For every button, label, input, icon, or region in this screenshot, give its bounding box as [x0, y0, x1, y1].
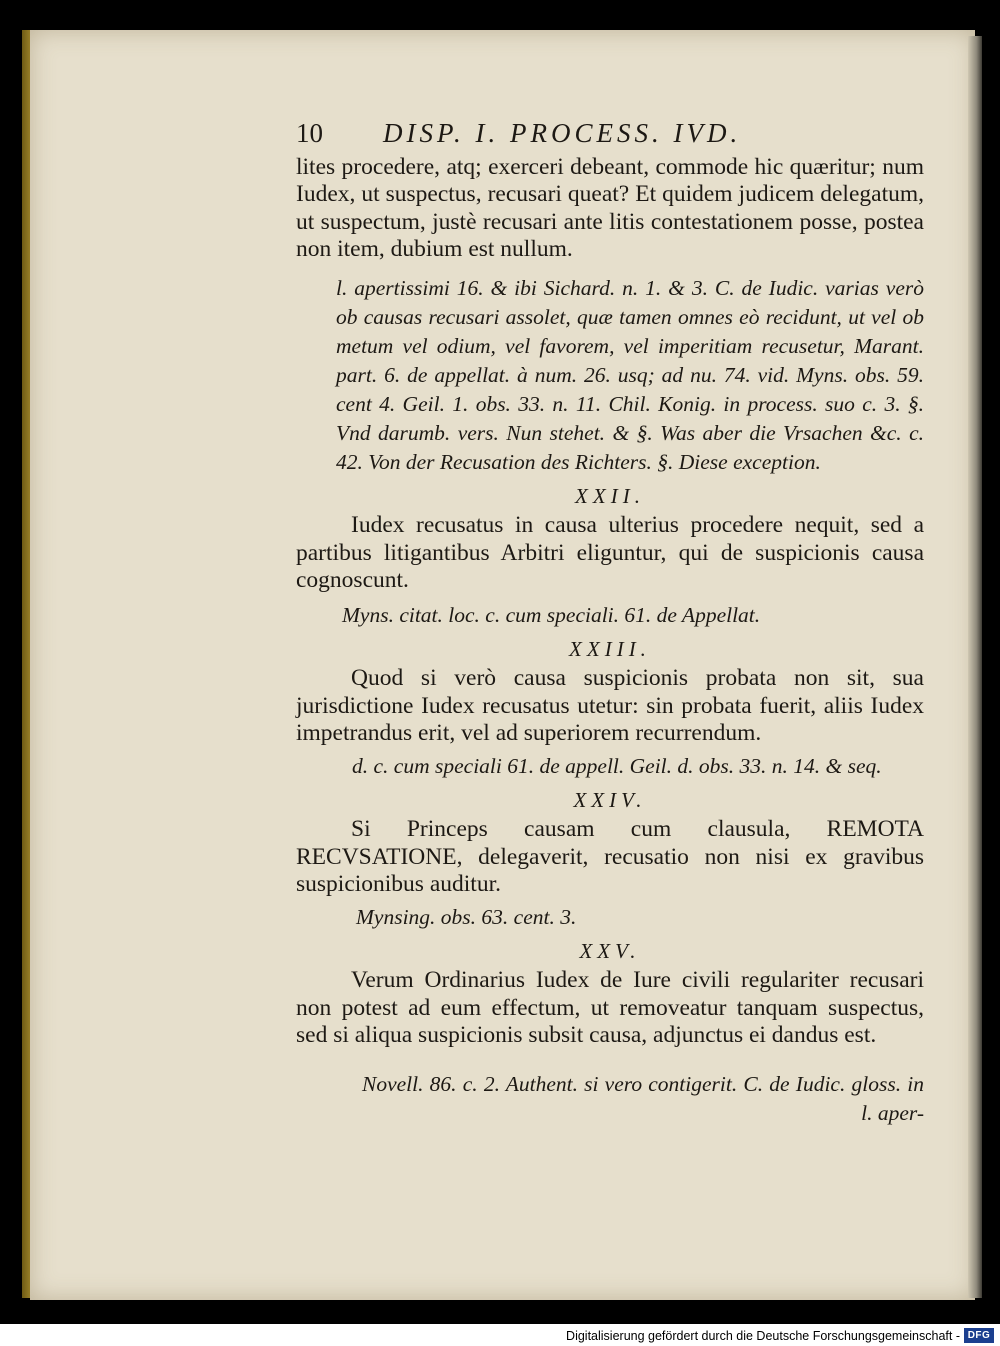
digitization-credit: Digitalisierung gefördert durch die Deutsche Forschungsgemeinschaft - — [566, 1329, 960, 1343]
page-text-block — [296, 120, 924, 1128]
thesis-number: XXII. — [575, 483, 645, 508]
thesis-number: XXIII. — [569, 636, 651, 661]
thesis-paragraph: Verum Ordinarius Iudex de Iure civili regulariter recusari non potest ad eum effectum, ut removeatur tanquam suspectus, sed si aliqua suspicionis subsit causa, adjunctus ei dandus est. — [296, 967, 924, 1048]
page-edge — [968, 36, 982, 1298]
thesis-paragraph: Si Princeps causam cum clausula, REMOTA RECVSATIONE, delegaverit, recusatio non nisi ex gravibus suspicionibus auditur. — [296, 816, 924, 897]
citation-note: Mynsing. obs. 63. cent. 3. — [356, 904, 577, 929]
running-title: DISP. I. PROCESS. IVD. — [383, 118, 742, 148]
citation-note: Novell. 86. c. 2. Authent. si vero contigerit. C. de Iudic. gloss. in l. aper- — [362, 1071, 924, 1125]
thesis-number: XXV. — [579, 938, 641, 963]
dfg-logo-icon: DFG — [964, 1328, 994, 1343]
citation-note: l. apertissimi 16. & ibi Sichard. n. 1. & 3. C. de Iudic. varias verò ob causas recusari assolet, quæ tamen omnes eò recidunt, ut vel ob metum vel odium, vel favorem, vel imperitiam recusetur, Marant. part. 6. de appellat. à num. 26. usq; ad nu. 74. vid. Myns. obs. 59. cent 4. Geil. 1. obs. 33. n. 11. Chil. Konig. in process. suo c. 3. §. Vnd darumb. vers. Nun stehet. & §. Was aber die Vrsachen &c. c. 42. Von der Recusation des Richters. §. Diese exception. — [336, 275, 924, 474]
footer-bar — [0, 1324, 1000, 1346]
citation-note: d. c. cum speciali 61. de appell. Geil. d. obs. 33. n. 14. & seq. — [352, 753, 882, 778]
thesis-number: XXIV. — [573, 787, 647, 812]
running-header — [296, 120, 924, 148]
page-number: 10 — [296, 118, 323, 148]
thesis-paragraph: Iudex recusatus in causa ulterius procedere nequit, sed a partibus litigantibus Arbitri eliguntur, qui de suspicionis causa cognoscunt. — [296, 512, 924, 593]
thesis-paragraph: Quod si verò causa suspicionis probata non sit, sua jurisdictione Iudex recusatus utetur: sin probata fuerit, aliis Iudex impetrandus erit, vel ad superiorem recurrendum. — [296, 665, 924, 746]
paragraph-intro: lites procedere, atq; exerceri debeant, commode hic quæritur; num Iudex, ut suspectus, recusari queat? Et quidem judicem delegatum, ut suspectum, justè recusari ante litis contestationem posse, postea non item, dubium est nullum. — [296, 153, 924, 262]
citation-note: Myns. citat. loc. c. cum speciali. 61. de Appellat. — [342, 602, 761, 627]
